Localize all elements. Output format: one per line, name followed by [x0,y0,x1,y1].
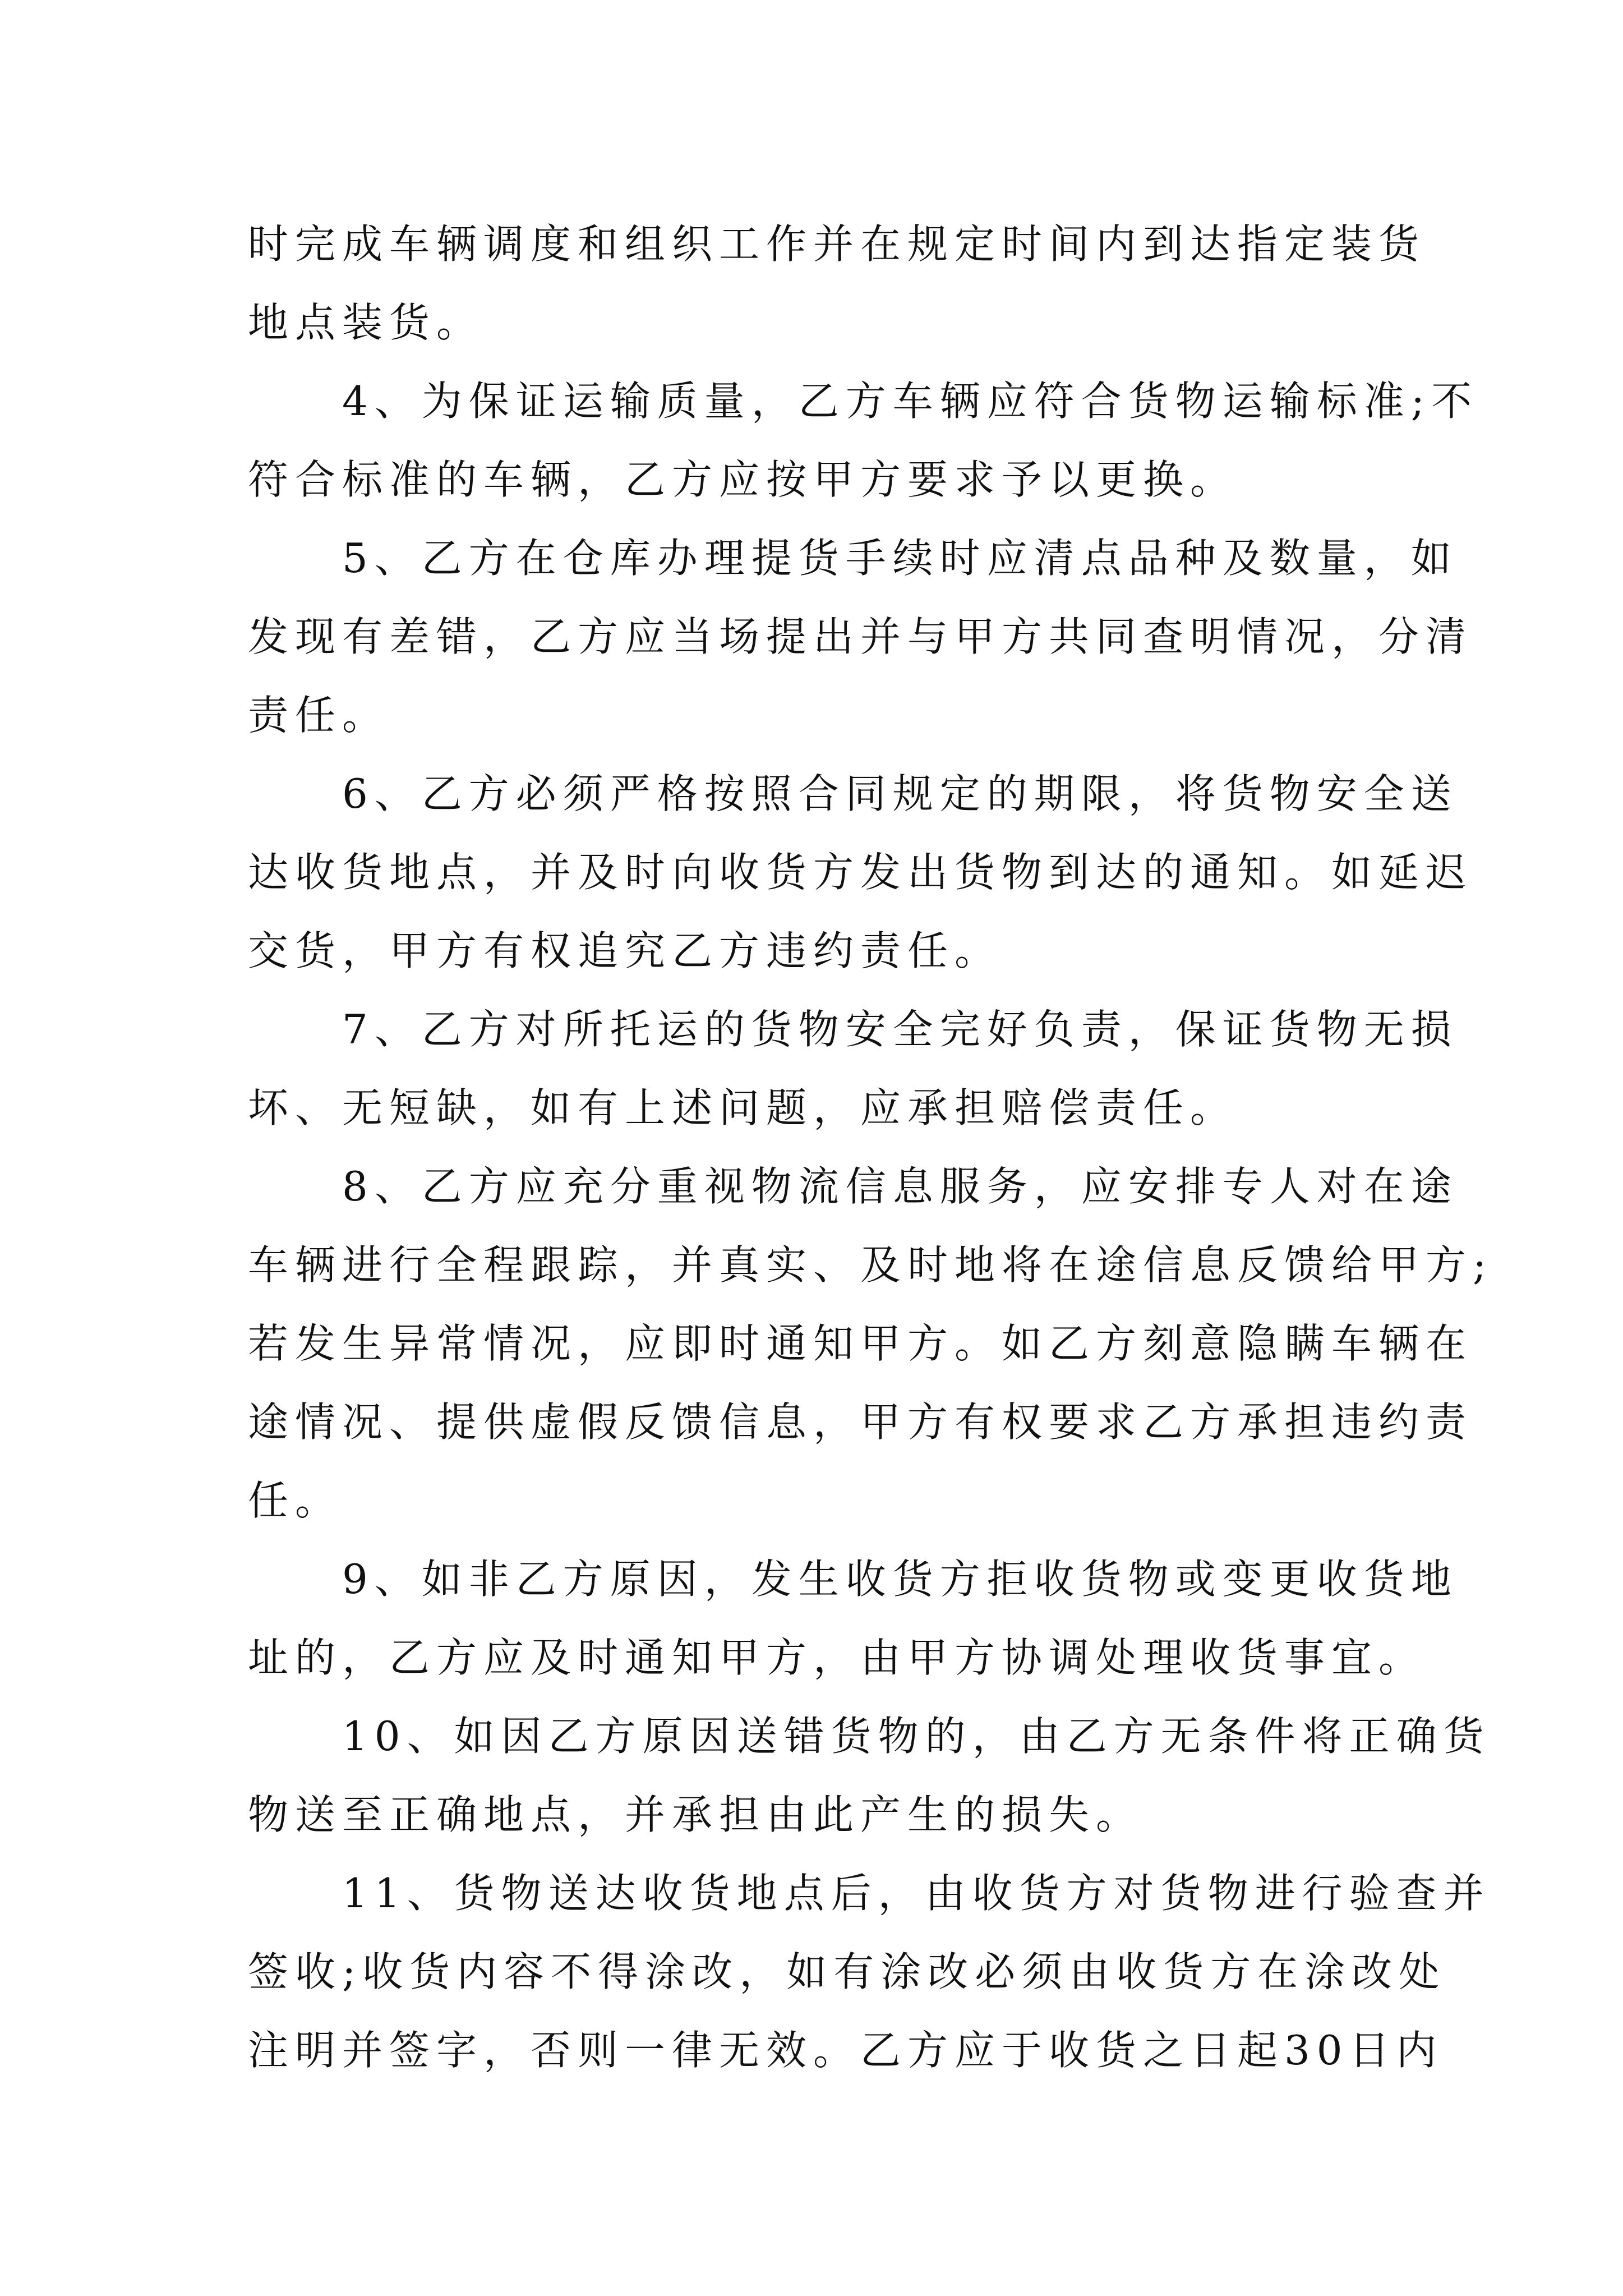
text-line: 址的，乙方应及时通知甲方，由甲方协调处理收货事宜。 [248,1634,1426,1681]
text-line: 时完成车辆调度和组织工作并在规定时间内到达指定装货 [248,220,1426,268]
text-line: 坏、无短缺，如有上述问题，应承担赔偿责任。 [248,1084,1238,1131]
clause-11 [248,1854,1491,2090]
text-line: 途情况、提供虚假反馈信息，甲方有权要求乙方承担违约责 [248,1398,1473,1446]
text-line: 地点装货。 [248,299,484,346]
clause-6 [248,754,1473,990]
text-line: 注明并签字，否则一律无效。乙方应于收货之日起30日内 [248,2027,1444,2074]
text-line: 交货，甲方有权追究乙方违约责任。 [248,927,1002,974]
paragraph-continuation [248,205,1426,362]
text-line: 符合标准的车辆，乙方应按甲方要求予以更换。 [248,456,1238,503]
text-line: 8、乙方应充分重视物流信息服务，应安排专人对在途 [342,1163,1458,1210]
text-line: 物送至正确地点，并承担由此产生的损失。 [248,1791,1144,1838]
text-line: 签收;收货内容不得涂改，如有涂改必须由收货方在涂改处 [248,1948,1446,1995]
text-line: 4、为保证运输质量，乙方车辆应符合货物运输标准;不 [342,378,1479,425]
text-line: 9、如非乙方原因，发生收货方拒收货物或变更收货地 [342,1556,1458,1603]
clause-9 [248,1540,1458,1697]
text-line: 7、乙方对所托运的货物安全完好负责，保证货物无损 [342,1006,1458,1053]
text-line: 车辆进行全程跟踪，并真实、及时地将在途信息反馈给甲方; [248,1241,1493,1289]
clause-7 [248,990,1458,1147]
text-line: 6、乙方必须严格按照合同规定的期限，将货物安全送 [342,770,1458,817]
text-line: 达收货地点，并及时向收货方发出货物到达的通知。如延迟 [248,849,1473,896]
clause-8 [248,1147,1493,1540]
text-line: 责任。 [248,692,390,739]
text-line: 任。 [248,1477,343,1524]
text-line: 10、如因乙方原因送错货物的，由乙方无条件将正确货 [342,1713,1491,1760]
text-line: 5、乙方在仓库办理提货手续时应清点品种及数量，如 [342,535,1458,582]
clause-5 [248,519,1473,754]
document-body [248,205,1493,2090]
text-line: 11、货物送达收货地点后，由收货方对货物进行验查并 [342,1870,1491,1917]
text-line: 若发生异常情况，应即时通知甲方。如乙方刻意隐瞒车辆在 [248,1320,1473,1367]
text-line: 发现有差错，乙方应当场提出并与甲方共同查明情况，分清 [248,613,1473,660]
clause-4 [248,362,1479,519]
clause-10 [248,1697,1491,1854]
